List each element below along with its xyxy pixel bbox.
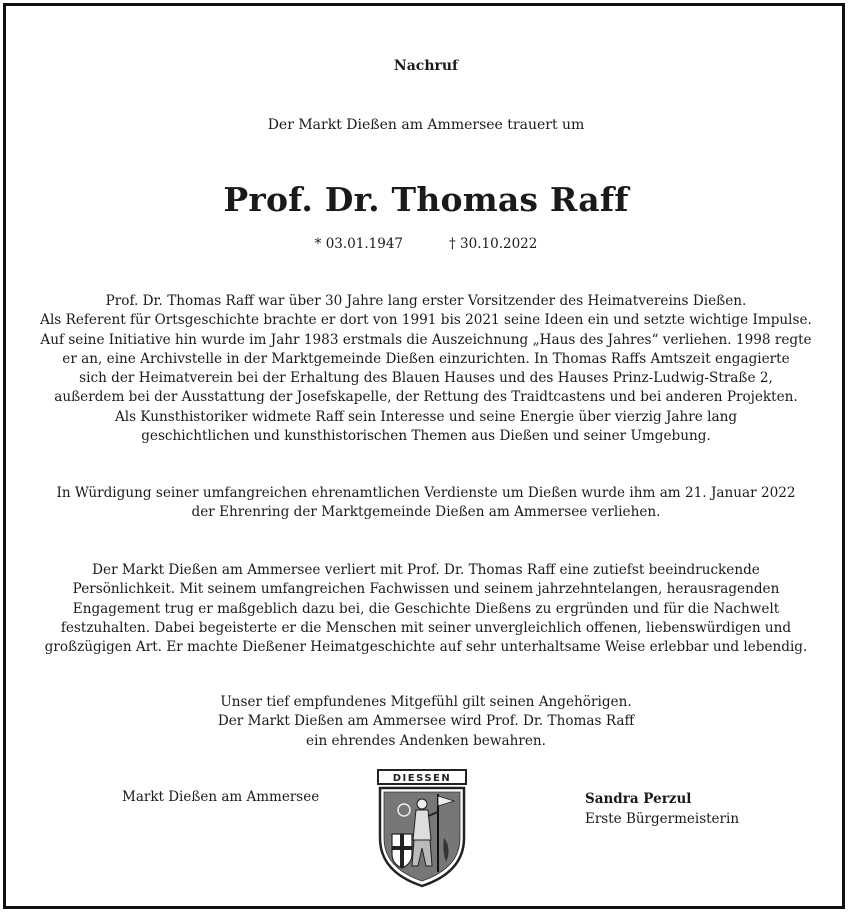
- intro-line: Der Markt Dießen am Ammersee trauert um: [267, 117, 585, 133]
- paragraph-career: [0, 292, 852, 446]
- text-line: er an, eine Archivstelle in der Marktgemeinde Dießen einzurichten. In Thomas Raffs Amtszeit engagierte: [62, 350, 790, 367]
- text-line: außerdem bei der Ausstattung der Josefskapelle, der Rettung des Traidtcastens und bei anderen Projekten.: [54, 389, 798, 406]
- obituary-label: Nachruf: [393, 58, 459, 74]
- text-line: Als Referent für Ortsgeschichte brachte er dort von 1991 bis 2021 seine Ideen ein und setzte wichtige Impulse.: [40, 312, 812, 329]
- paragraph-tribute: [0, 561, 852, 657]
- text-line: geschichtlichen und kunsthistorischen Themen aus Dießen und seiner Umgebung.: [141, 428, 711, 445]
- signer-name: Sandra Perzul: [585, 791, 692, 807]
- text-line: In Würdigung seiner umfangreichen ehrenamtlichen Verdienste um Dießen wurde ihm am 21. Januar 2022: [56, 485, 796, 501]
- crest-label: DIESSEN: [392, 773, 452, 784]
- life-dates: [0, 236, 852, 252]
- diessen-coat-of-arms-icon: [376, 768, 468, 888]
- signature-block: [585, 789, 739, 829]
- paragraph-honor: [0, 484, 852, 523]
- text-line: Der Markt Dießen am Ammersee wird Prof. Dr. Thomas Raff: [217, 713, 635, 730]
- text-line: Auf seine Initiative hin wurde im Jahr 1983 erstmals die Auszeichnung „Haus des Jahres“ verliehen. 1998 regte: [40, 331, 812, 348]
- text-line: Engagement trug er maßgeblich dazu bei, die Geschichte Dießens zu ergründen und für die Nachwelt: [72, 600, 780, 617]
- text-line: der Ehrenring der Marktgemeinde Dießen am Ammersee verliehen.: [191, 504, 661, 521]
- text-line: festzuhalten. Dabei begeisterte er die Menschen mit seiner unvergleichlich offenen, liebenswürdigen und: [60, 619, 792, 636]
- text-line: Unser tief empfundenes Mitgefühl gilt seinen Angehörigen.: [220, 694, 632, 710]
- text-line: großzügigen Art. Er machte Dießener Heimatgeschichte auf sehr unterhaltsame Weise erlebbar und lebendig.: [44, 639, 808, 656]
- text-line: Der Markt Dießen am Ammersee verliert mit Prof. Dr. Thomas Raff eine zutiefst beeindruckende: [92, 562, 760, 578]
- text-line: Als Kunsthistoriker widmete Raff sein Interesse und seine Energie über vierzig Jahre lang: [114, 408, 738, 425]
- deceased-name: Prof. Dr. Thomas Raff: [223, 180, 629, 219]
- birth-date: * 03.01.1947: [314, 236, 403, 252]
- signer-title: Erste Bürgermeisterin: [585, 811, 740, 827]
- text-line: ein ehrendes Andenken bewahren.: [306, 732, 546, 749]
- paragraph-condolence: [0, 693, 852, 751]
- text-line: Prof. Dr. Thomas Raff war über 30 Jahre lang erster Vorsitzender des Heimatvereins Dießen.: [105, 293, 747, 309]
- sender-name: Markt Dießen am Ammersee: [122, 789, 320, 805]
- death-date: † 30.10.2022: [449, 236, 538, 252]
- text-line: sich der Heimatverein bei der Erhaltung des Blauen Hauses und des Hauses Prinz-Ludwig-Straße 2,: [79, 370, 773, 387]
- text-line: Persönlichkeit. Mit seinem umfangreichen Fachwissen und seinem jahrzehntelangen, herausragenden: [72, 581, 780, 598]
